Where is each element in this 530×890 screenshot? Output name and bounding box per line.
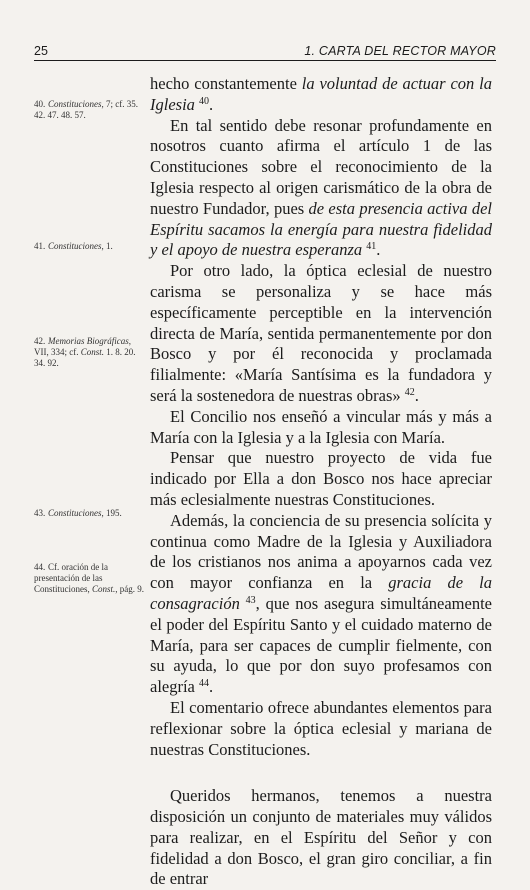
main-text [150, 74, 492, 890]
paragraph-8: Queridos hermanos, tenemos a nuestra disposición un conjunto de materiales muy válidos para realizar, en el Espíritu del Señor y con fidelidad a don Bosco, el gran giro conciliar, a fin de entrar [150, 786, 492, 889]
footnote-42: 42. Memorias Biográficas, VII, 334; cf. Const. 1. 8. 20. 34. 92. [34, 336, 136, 368]
paragraph-4: El Concilio nos enseñó a vincular más y más a María con la Iglesia y a la Iglesia con María. [150, 406, 492, 447]
footnote-40: 40. Constituciones, 7; cf. 35. 42. 47. 48. 57. [34, 99, 138, 120]
footnote-43: 43. Constituciones, 195. [34, 508, 122, 518]
paragraph-7: El comentario ofrece abundantes elementos para reflexionar sobre la óptica eclesial y mariana de nuestras Constituciones. [150, 697, 492, 759]
page-header [34, 40, 496, 61]
footnote-44: 44. Cf. oración de la presentación de las Constituciones, Const., pág. 9. [34, 562, 145, 594]
paragraph-1: hecho constantemente la voluntad de actuar con la Iglesia $^{40}$. [150, 74, 492, 114]
paragraph-3: Por otro lado, la óptica eclesial de nuestro carisma se personaliza y se hace más específicamente perceptible en la intervención directa de María, sentida permanentemente por don Bosco y por él reconocida y proclamada filialmente: «María Santísima es la fundadora y será la sostenedora de nuestras obras» $^{42}$. [150, 261, 492, 405]
footnote-41: 41. Constituciones, 1. [34, 241, 113, 251]
paragraph-6: Además, la conciencia de su presencia solícita y continua como Madre de la Iglesia y Auxiliadora de los cristianos nos anima a apoyarnos cada vez con mayor confianza en la gracia de la consagración $^{43}$, que nos asegura simultáneamente el poder del Espíritu Santo y el cuidado materno de María, para ser capaces de cumplir fielmente, con su ayuda, lo que por don suyo profesamos con alegría $^{44}$. [150, 510, 492, 697]
paragraph-5: Pensar que nuestro proyecto de vida fue indicado por Ella a don Bosco nos hace apreciar más eclesialmente nuestras Constituciones. [150, 448, 492, 509]
page-number: 25 [34, 44, 48, 58]
paragraph-2: En tal sentido debe resonar profundamente en nosotros cuanto afirma el artículo 1 de las Constituciones sobre el reconocimiento de la Iglesia respecto al origen carismático de la obra de nuestro Fundador, pues de esta presencia activa del Espíritu sacamos la energía para nuestra fidelidad y el apoyo de nuestra esperanza $^{41}$. [150, 115, 492, 260]
running-head: 1. CARTA DEL RECTOR MAYOR [304, 44, 496, 58]
